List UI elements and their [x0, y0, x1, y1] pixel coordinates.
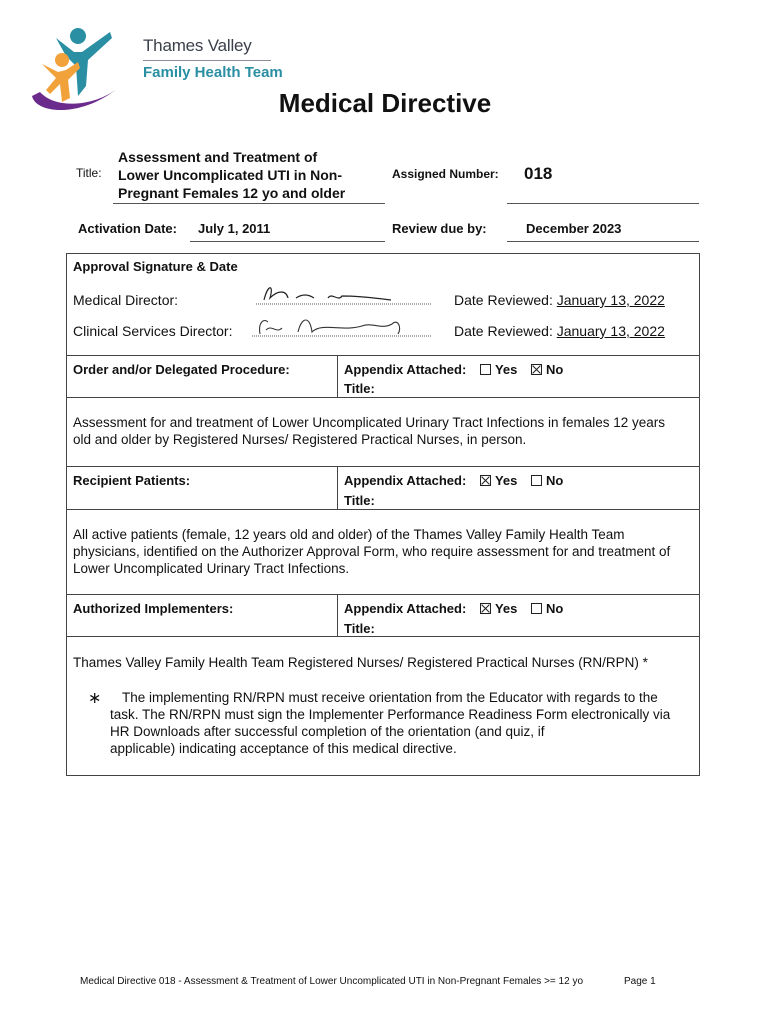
appendix-yes-checkbox[interactable] [480, 364, 491, 375]
document-title: Medical Directive [278, 88, 492, 118]
title-line: Pregnant Females 12 yo and older [118, 185, 346, 201]
clinical-director-date-reviewed [454, 323, 665, 339]
appendix-yes-label: Yes [494, 601, 518, 616]
medical-director-label: Medical Director: [73, 292, 179, 308]
appendix-no-checkbox[interactable] [531, 475, 542, 486]
appendix-yes-label: Yes [494, 362, 518, 377]
logo-line1: Thames Valley [143, 36, 252, 55]
appendix-no-label: No [545, 473, 564, 488]
review-due-label: Review due by: [392, 221, 487, 236]
order-appendix [344, 362, 563, 377]
activation-underline [190, 241, 385, 242]
asterisk-bullet-icon: ∗ [88, 690, 102, 707]
recipients-appendix [344, 473, 563, 488]
title-underline [113, 203, 385, 204]
appendix-label: Appendix Attached: [344, 601, 467, 616]
activation-date: July 1, 2011 [198, 221, 271, 236]
order-description [73, 414, 665, 448]
clinical-director-signature [252, 312, 434, 340]
implementers-bullet [110, 689, 670, 757]
recipients-appendix-title-label: Title: [344, 493, 375, 508]
recipients-description-line: physicians, identified on the Authorizer Approval Form, who require assessment for and treatment of [73, 544, 671, 559]
review-underline [507, 241, 699, 242]
date-reviewed-value: January 13, 2022 [556, 323, 665, 339]
recipients-description-line: All active patients (female, 12 years old and older) of the Thames Valley Family Health Team [73, 527, 625, 542]
appendix-yes-checkbox[interactable] [480, 603, 491, 614]
order-label: Order and/or Delegated Procedure: [73, 362, 290, 377]
recipients-description-line: Lower Uncomplicated Urinary Tract Infections. [73, 561, 350, 576]
bullet-line: applicable) indicating acceptance of this medical directive. [110, 741, 457, 756]
order-description-line: Assessment for and treatment of Lower Uncomplicated Urinary Tract Infections in females 12 years [73, 415, 666, 430]
order-appendix-title-label: Title: [344, 381, 375, 396]
appendix-no-checkbox[interactable] [531, 603, 542, 614]
appendix-label: Appendix Attached: [344, 362, 467, 377]
date-reviewed-label: Date Reviewed: [454, 323, 553, 339]
appendix-label: Appendix Attached: [344, 473, 467, 488]
recipients-description [73, 526, 670, 577]
directive-title [118, 148, 345, 202]
implementers-label: Authorized Implementers: [73, 601, 234, 616]
title-line: Lower Uncomplicated UTI in Non- [118, 167, 343, 183]
implementers-description: Thames Valley Family Health Team Registered Nurses/ Registered Practical Nurses (RN/RPN) * [73, 655, 648, 670]
page-number: Page 1 [624, 976, 656, 987]
appendix-yes-label: Yes [494, 473, 518, 488]
recipients-divider [337, 466, 338, 510]
title-label: Title: [76, 166, 102, 180]
bullet-line: task. The RN/RPN must sign the Implementer Performance Readiness Form electronically via [110, 707, 671, 722]
date-reviewed-label: Date Reviewed: [454, 292, 553, 308]
order-description-line: old and older by Registered Nurses/ Registered Practical Nurses, in person. [73, 432, 527, 447]
appendix-no-label: No [545, 362, 564, 377]
assigned-number-underline [507, 203, 699, 204]
logo-line2: Family Health Team [143, 64, 283, 81]
order-divider [337, 355, 338, 398]
footer-text: Medical Directive 018 - Assessment & Treatment of Lower Uncomplicated UTI in Non-Pregnant Females >= 12 yo [80, 976, 584, 987]
assigned-number: 018 [524, 164, 553, 183]
activation-date-label: Activation Date: [78, 221, 177, 236]
title-line: Assessment and Treatment of [118, 149, 318, 165]
bullet-line: The implementing RN/RPN must receive orientation from the Educator with regards to the [122, 690, 658, 705]
assigned-number-label: Assigned Number: [392, 167, 499, 181]
implementers-appendix [344, 601, 563, 616]
review-due-date: December 2023 [526, 221, 622, 236]
clinical-director-label: Clinical Services Director: [73, 323, 233, 339]
approval-heading: Approval Signature & Date [73, 259, 238, 274]
implementers-divider [337, 594, 338, 637]
appendix-yes-checkbox[interactable] [480, 475, 491, 486]
bullet-line: HR Downloads after successful completion of the orientation (and quiz, if [110, 724, 545, 739]
implementers-appendix-title-label: Title: [344, 621, 375, 636]
medical-director-date-reviewed [454, 292, 665, 308]
appendix-no-label: No [545, 601, 564, 616]
logo-divider [143, 60, 271, 61]
date-reviewed-value: January 13, 2022 [556, 292, 665, 308]
medical-director-signature [256, 280, 436, 308]
appendix-no-checkbox[interactable] [531, 364, 542, 375]
recipients-label: Recipient Patients: [73, 473, 191, 488]
